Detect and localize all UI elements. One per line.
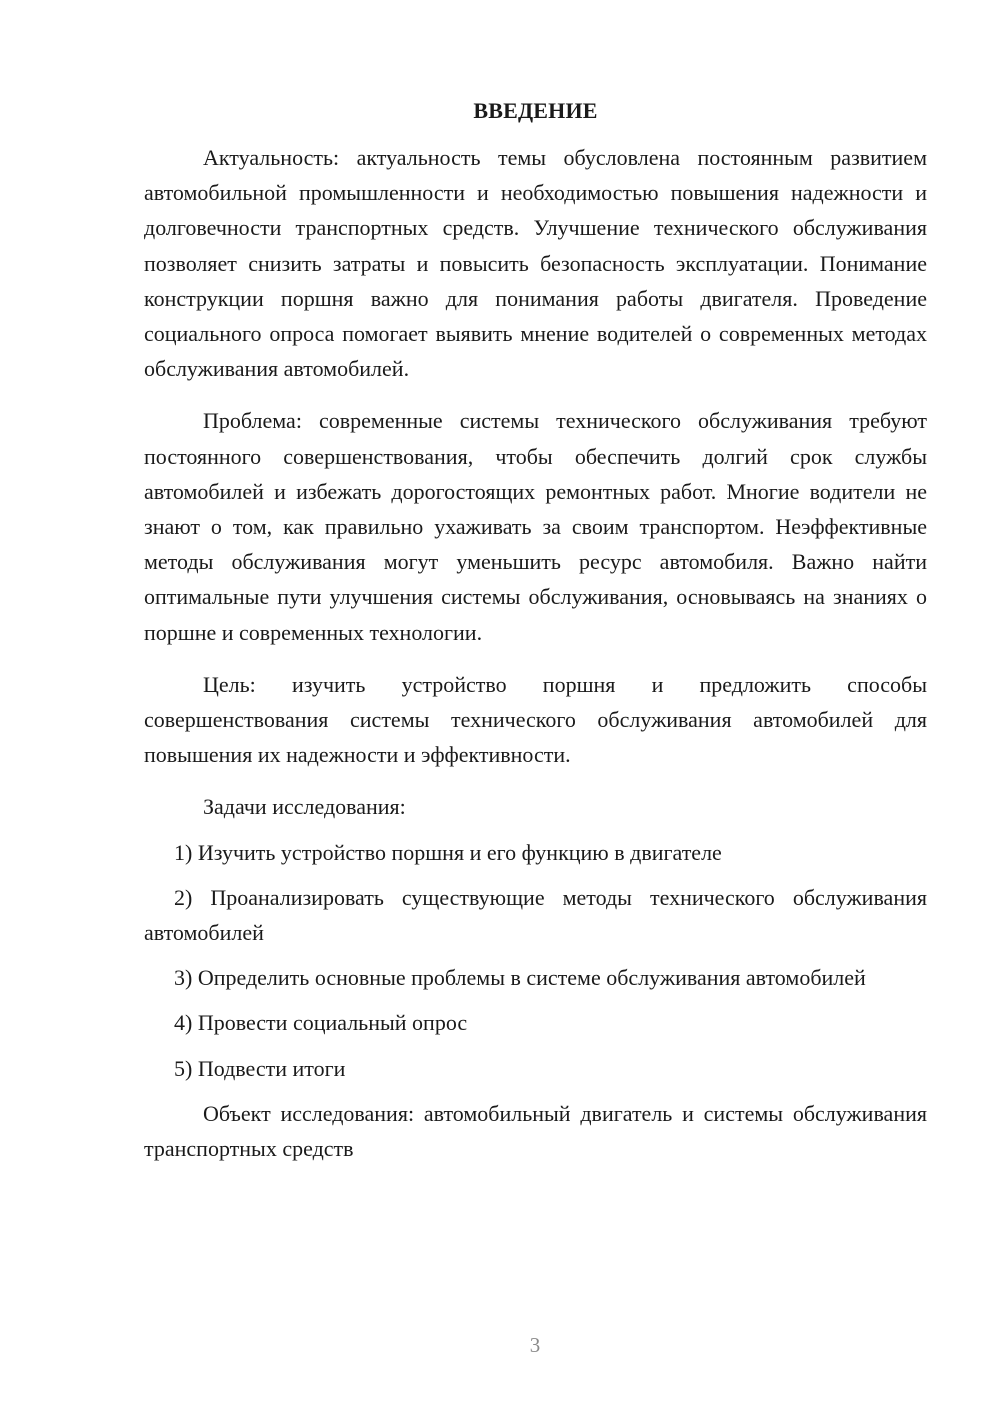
task-item-3: 3) Определить основные проблемы в системе обслуживания автомобилей xyxy=(174,965,866,991)
paragraph-relevance: Актуальность: актуальность темы обусловлена постоянным развитием автомобильной промышленности и необходимостью повышения надежности и долговечности транспортных средств. Улучшение технического обслуживания позволяет снизить затраты и повысить безопасность эксплуатации. Понимание конструкции поршня важно для понимания работы двигателя. Проведение социального опроса помогает выявить мнение водителей о современных методах обслуживания автомобилей. xyxy=(144,145,927,382)
task-item-4: 4) Провести социальный опрос xyxy=(174,1010,468,1036)
tasks-heading: Задачи исследования: xyxy=(203,794,406,820)
page-number: 3 xyxy=(529,1333,541,1357)
paragraph-object: Объект исследования: автомобильный двигатель и системы обслуживания транспортных средств xyxy=(144,1100,927,1162)
paragraph-problem: Проблема: современные системы технического обслуживания требуют постоянного совершенствования, чтобы обеспечить долгий срок службы автомобилей и избежать дорогостоящих ремонтных работ. Многие водители не знают о том, как правильно ухаживать за своим транспортом. Неэффективные методы обслуживания могут уменьшить ресурс автомобиля. Важно найти оптимальные пути улучшения системы обслуживания, основываясь на знаниях о поршне и современных технологии. xyxy=(144,408,927,645)
page-content xyxy=(144,93,927,1183)
paragraph-goal: Цель: изучить устройство поршня и предложить способы совершенствования системы технического обслуживания автомобилей для повышения их надежности и эффективности. xyxy=(144,671,927,768)
task-item-1: 1) Изучить устройство поршня и его функцию в двигателе xyxy=(174,839,722,865)
task-item-5: 5) Подвести итоги xyxy=(174,1055,346,1081)
task-item-2: 2) Проанализировать существующие методы технического обслуживания автомобилей xyxy=(144,884,927,946)
page-title: ВВЕДЕНИЕ xyxy=(473,98,598,123)
